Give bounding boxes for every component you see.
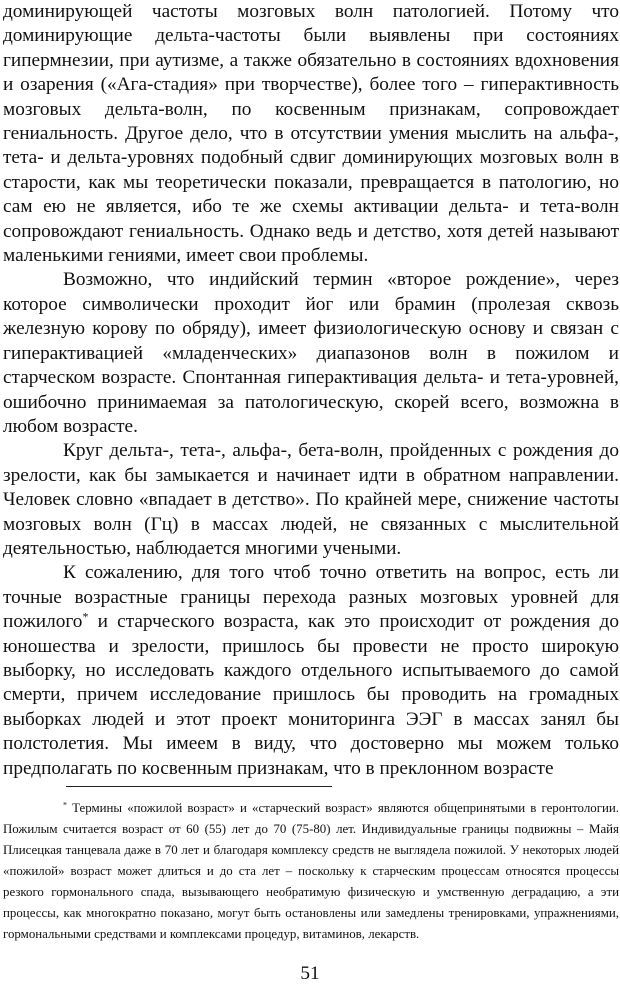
paragraph-1: доминирующей частоты мозговых волн патологией. Потому что доминирующие дельта-частоты были выявлены при состояниях гипермнезии, при аутизме, а также обязательно в состояниях вдохновения и озарения («Ага-стадия» при творчестве), более того – гиперактивность мозговых дельта-волн, по косвенным признакам, сопровождает гениальность. Другое дело, что в отсутствии умения мыслить на альфа-, тета- и дельта-уровнях подобный сдвиг доминирующих мозговых волн в старости, как мы теоретически показали, превращается в патологию, но сам ею не является, ибо те же схемы активации дельта- и тета-волн сопровождают гениальность. Однако ведь и детство, хотя детей называют маленькими гениями, имеет свои проблемы.: [3, 1, 619, 267]
footnote-reference-mark: *: [82, 609, 89, 624]
paragraph-2: Возможно, что индийский термин «второе рождение», через которое символически проходит йог или брамин (пролезая сквозь железную корову по обряду), имеет физиологическую основу и связан с гиперактивацией «младенческих» диапазонов волн в пожилом и старческом возрасте. Спонтанная гиперактивация дельта- и тета-уровней, ошибочно принимаемая за патологическую, скорей всего, возможна в любом возрасте.: [3, 269, 619, 437]
main-text: [3, 0, 619, 781]
footnote-separator: [66, 786, 332, 787]
footnote-body: Термины «пожилой возраст» и «старческий возраст» являются общепринятыми в геронтологии. Пожилым считается возраст от 60 (55) лет до 70 (75-80) лет. Индивидуальные границы подвижны – Майя Плисецкая танцевала даже в 70 лет и благодаря комплексу средств не выглядела пожилой. У некоторых людей «пожилой» возраст может длиться и до ста лет – поскольку к старческим процессам относятся процессы резкого гормонального спада, вызывающего необратимую физическую и умственную деградацию, а эти процессы, как многократно показано, могут быть остановлены или замедлены тренировками, упражнениями, гормональными средствами и комплексами процедур, витаминов, лекарств.: [3, 801, 619, 941]
footnote-text: [3, 798, 619, 945]
paragraph-4: [3, 561, 619, 781]
paragraph-4-before: К сожалению, для того чтоб точно ответить на вопрос, есть ли точные возрастные границы перехода разных мозговых уровней для пожилого: [3, 562, 619, 633]
paragraph-3: Круг дельта-, тета-, альфа-, бета-волн, пройденных с рождения до зрелости, как бы замыкается и начинает идти в обратном направлении. Человек словно «впадает в детство». По крайней мере, снижение частоты мозговых волн (Гц) в массах людей, не связанных с мыслительной деятельностью, наблюдается многими учеными.: [3, 440, 619, 559]
page-number: 51: [300, 963, 320, 984]
footnote: [3, 798, 619, 945]
paragraph-4-after: и старческого возраста, как это происходит от рождения до юношества и зрелости, пришлось бы провести не просто широкую выборку, но исследовать каждого отдельного испытываемого до самой смерти, причем исследование пришлось бы проводить на громадных выборках людей и этот проект мониторинга ЭЭГ в массах занял бы полстолетия. Мы имеем в виду, что достоверно мы можем только предполагать по косвенным признакам, что в преклонном возрасте: [3, 611, 619, 779]
footnote-mark: *: [63, 800, 67, 810]
